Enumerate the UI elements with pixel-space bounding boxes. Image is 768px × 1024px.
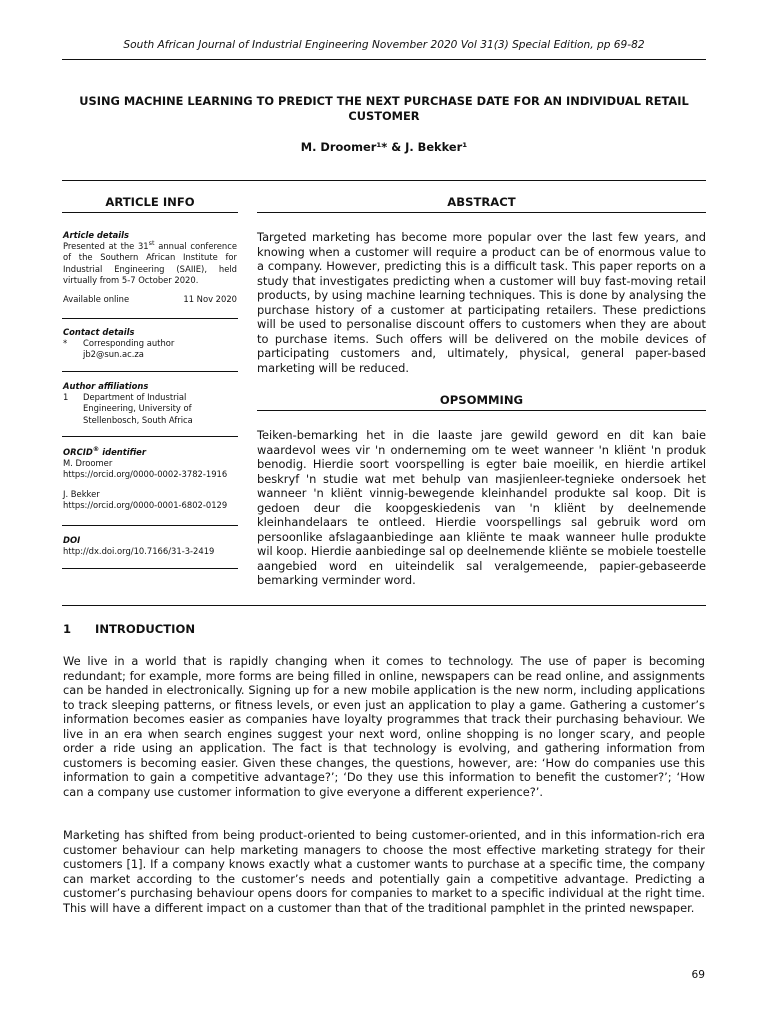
journal-header: South African Journal of Industrial Engineering November 2020 Vol 31(3) Special Edition, pp 69-82	[123, 39, 645, 51]
abstract-rule	[257, 212, 706, 213]
contact-rule	[62, 371, 238, 372]
available-online-date: 11 Nov 2020	[183, 294, 237, 305]
paper-title: USING MACHINE LEARNING TO PREDICT THE NEXT PURCHASE DATE FOR AN INDIVIDUAL RETAIL CUSTOMER	[79, 94, 689, 123]
affiliations-rule	[62, 436, 238, 437]
header-rule	[62, 59, 706, 60]
doi-link[interactable]: http://dx.doi.org/10.7166/31-3-2419	[63, 546, 215, 557]
opsomming-rule	[257, 410, 706, 411]
abstract-text: Targeted marketing has become more popular over the last few years, and knowing when a customer will require a product can be of enormous value to a company. However, predicting this is a difficult task. This paper reports on a study that investigates predicting when a customer will buy fast-moving retail products, by using machine learning techniques. This is done by analysing the purchase history of a customer at participating retailers. These predictions will be used to personalise discount offers to customers when they are about to purchase items. Such offers will be delivered on the mobile devices of participating customers and, ultimately, physical, general paper-based marketing will be reduced.	[257, 230, 706, 375]
author-affiliations	[63, 381, 237, 426]
doi-label: DOI	[63, 535, 81, 545]
article-info-heading: ARTICLE INFO	[105, 195, 195, 209]
available-online-label: Available online	[63, 294, 130, 305]
asterisk-mark: *	[63, 338, 68, 349]
page-number: 69	[691, 969, 705, 981]
info-bottom-rule	[62, 605, 706, 606]
orcid-name-1: M. Droomer	[63, 458, 113, 469]
contact-details-label: Contact details	[63, 327, 135, 337]
affiliation-row	[63, 392, 237, 426]
section-title: INTRODUCTION	[95, 622, 196, 636]
affiliation-text: Department of Industrial Engineering, University of Stellenbosch, South Africa	[83, 392, 193, 425]
intro-paragraph-1: We live in a world that is rapidly changing when it comes to technology. The use of paper is becoming redundant; for example, more forms are being filled in online, newspapers can be read online, and assignments can be handed in electronically. Signing up for a new mobile application is the new norm, including applications to track sleeping patterns, or fitness levels, or even just an application to play a game. Gathering a customer’s information becomes easier as companies have loyalty programmes that track their purchasing behaviour. We live in an era when search engines suggest your next word, online shopping is no longer scary, and people order a ride using an application. The fact is that technology is evolving, and gathering information from customers is becoming easier. Given these changes, the questions, however, are: ‘How do companies use this information to gain a competitive advantage?’; ‘Do they use this information to benefit the customer?’; ‘How can a company use customer information to give everyone a different experience?’.	[63, 654, 705, 799]
contact-details	[63, 327, 237, 361]
orcid-rule	[62, 525, 238, 526]
article-details-rule	[62, 318, 238, 319]
orcid-link-2[interactable]: https://orcid.org/0000-0001-6802-0129	[63, 499, 228, 510]
section-number: 1	[63, 622, 72, 636]
orcid-link-1[interactable]: https://orcid.org/0000-0002-3782-1916	[63, 469, 228, 480]
article-details	[63, 230, 237, 305]
orcid-block	[63, 447, 237, 511]
opsomming-text: Teiken-bemarking het in die laaste jare gewild geword en dit kan baie waardevol wees vir 'n onderneming om te weet wanneer 'n kliënt 'n produk benodig. Hierdie soort voorspelling is egter baie moeilik, en hierdie artikel beskryf 'n studie wat met behulp van masjienleer-tegnieke ondersoek het wanneer 'n kliënt vinnig-bewegende kleinhandel produkte sal koop. Dit is gedoen deur die koopgeskiedenis van 'n kliënt by deelnemende kleinhandelaars te ontleed. Hierdie voorspellings sal gebruik word om persoonlike afslagaanbiedinge aan kliënte te maak wanneer hulle produkte wil koop. Hierdie aanbiedinge sal op deelnemende kliënte se mobiele toestelle aangebied word en uiteindelik sal veralgemeende, papier-gebaseerde bemarking verminder word.	[257, 428, 706, 587]
contact-text: Corresponding author jb2@sun.ac.za	[83, 338, 175, 360]
article-info-rule	[62, 212, 238, 213]
intro-paragraph-2: Marketing has shifted from being product-oriented to being customer-oriented, and in this information-rich era customer behaviour can help marketing managers to choose the most effective marketing strategy for their customers [1]. If a company knows exactly what a customer wants to purchase at a specific time, the company can market according to the customer’s needs and potentially gain a competitive advantage. Predicting a customer’s purchasing behaviour opens doors for companies to market to a specific individual at the right time. This will have a different impact on a customer than that of the traditional pamphlet in the printed newspaper.	[63, 828, 705, 915]
affiliations-label: Author affiliations	[63, 381, 149, 391]
abstract-heading: ABSTRACT	[447, 195, 516, 209]
orcid-name-2: J. Bekker	[63, 488, 100, 499]
article-details-label: Article details	[63, 230, 129, 240]
introduction-heading	[63, 622, 195, 636]
orcid-label: ORCID® identifier	[63, 445, 146, 457]
top-rule	[62, 180, 706, 181]
affiliation-number: 1	[63, 392, 69, 403]
opsomming-heading: OPSOMMING	[439, 393, 524, 407]
contact-email[interactable]: jb2@sun.ac.za	[83, 349, 144, 360]
doi-rule	[62, 568, 238, 569]
available-online	[63, 294, 237, 305]
authors: M. Droomer¹* & J. Bekker¹	[300, 140, 468, 154]
contact-row	[63, 338, 237, 360]
article-details-text: Presented at the 31st annual conference of the Southern African Institute for Industrial Engineering (SAIIE), held virtually from 5-7 October 2020.	[63, 239, 237, 285]
doi-block	[63, 535, 237, 557]
